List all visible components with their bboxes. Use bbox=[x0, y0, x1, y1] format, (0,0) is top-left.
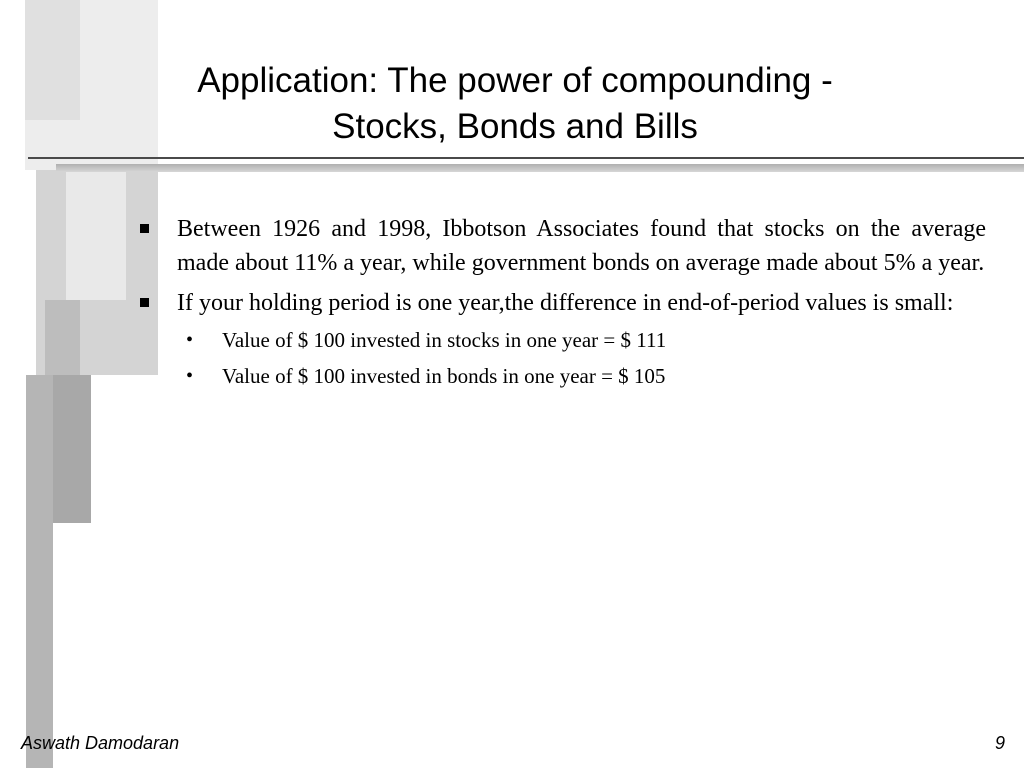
sub-bullet-text: Value of $ 100 invested in stocks in one year = $ 111 bbox=[222, 328, 667, 352]
slide-title bbox=[100, 58, 930, 150]
slide-title-line-1: Application: The power of compounding - bbox=[197, 61, 833, 100]
decor-bar-light-inner bbox=[66, 172, 126, 300]
sub-bullet-item bbox=[140, 362, 986, 390]
page-number: 9 bbox=[994, 733, 1005, 753]
title-divider-thin bbox=[28, 157, 1024, 159]
slide-body bbox=[140, 212, 986, 398]
square-bullet-icon bbox=[140, 298, 149, 307]
sub-bullet-text: Value of $ 100 invested in bonds in one year = $ 105 bbox=[222, 364, 666, 388]
bullet-item bbox=[140, 212, 986, 280]
bullet-item bbox=[140, 286, 986, 320]
square-bullet-icon bbox=[140, 224, 149, 233]
decor-bar-long bbox=[26, 375, 53, 768]
bullet-text: If your holding period is one year,the difference in end-of-period values is small: bbox=[177, 290, 954, 316]
dot-bullet-icon: • bbox=[186, 329, 194, 351]
decor-bar-gray-2 bbox=[48, 375, 91, 523]
dot-bullet-icon: • bbox=[186, 365, 194, 387]
bullet-text: Between 1926 and 1998, Ibbotson Associates found that stocks on the average made about 11% a year, while government bonds on average made about 5% a year. bbox=[177, 216, 986, 276]
decor-bar-light-left bbox=[25, 0, 80, 120]
footer-author: Aswath Damodaran bbox=[21, 733, 180, 753]
sub-bullet-item bbox=[140, 326, 986, 354]
slide-title-line-2: Stocks, Bonds and Bills bbox=[332, 107, 698, 146]
title-divider-thick bbox=[56, 164, 1024, 172]
